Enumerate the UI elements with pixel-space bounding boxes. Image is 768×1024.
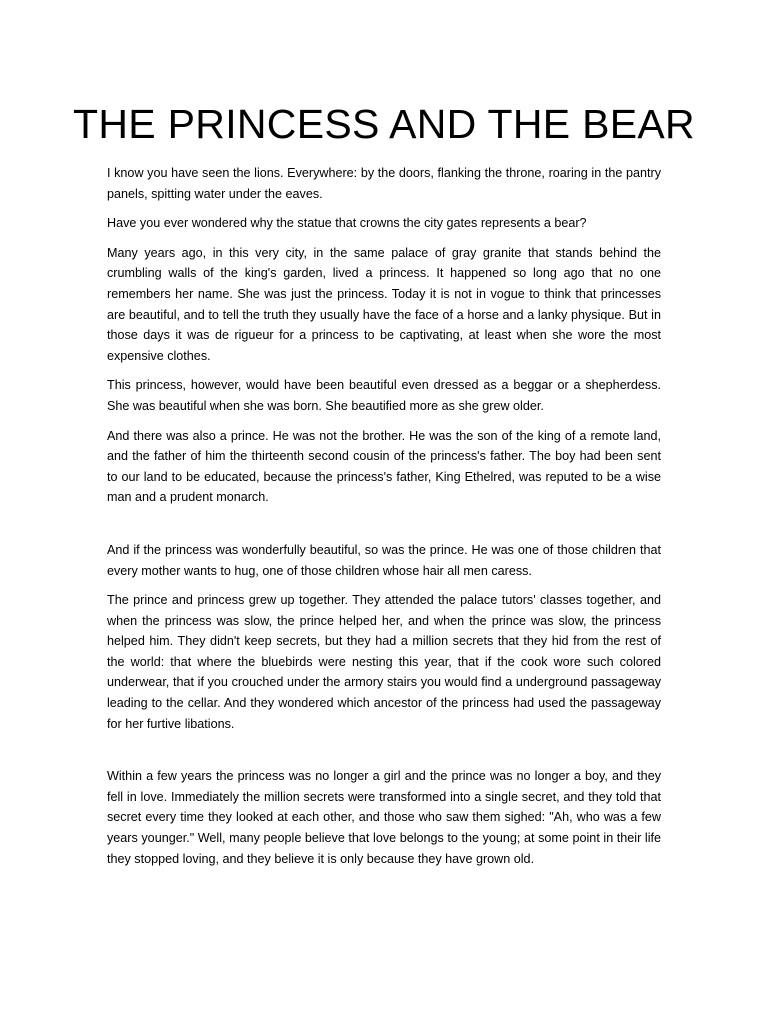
paragraph-4: This princess, however, would have been beautiful even dressed as a beggar or a shepherdess. She was beautiful when she was born. She beautified more as she grew older. xyxy=(107,378,661,413)
document-title: THE PRINCESS AND THE BEAR xyxy=(73,101,695,147)
paragraph-1: I know you have seen the lions. Everywhere: by the doors, flanking the throne, roaring in the pantry panels, spitting water under the eaves. xyxy=(107,166,661,201)
paragraph-3: Many years ago, in this very city, in the same palace of gray granite that stands behind the crumbling walls of the king's garden, lived a princess. It happened so long ago that no one remembers her name. She was just the princess. Today it is not in vogue to think that princesses are beautiful, and to tell the truth they usually have the face of a horse and a lanky physique. But in those days it was de rigueur for a princess to be captivating, at least when she wore the most expensive clothes. xyxy=(107,245,661,363)
paragraph-6: And if the princess was wonderfully beautiful, so was the prince. He was one of those children that every mother wants to hug, one of those children whose hair all men caress. xyxy=(107,542,661,578)
document-body xyxy=(107,163,661,878)
paragraph-7: The prince and princess grew up together. They attended the palace tutors' classes together, and when the princess was slow, the prince helped her, and when the prince was slow, the princess helped him. They didn't keep secrets, but they had a million secrets that they hid from the rest of the world: that where the bluebirds were nesting this year, that if the cook wore such colored underwear, that if you crouched under the armory stairs you would find a underground passageway leading to the cellar. And they wondered which ancestor of the princess had used the passageway for her furtive libations. xyxy=(107,593,661,731)
paragraph-8: Within a few years the princess was no longer a girl and the prince was no longer a boy, and they fell in love. Immediately the million secrets were transformed into a single secret, and they told that secret every time they looked at each other, and those who saw them sighed: "Ah, who was a few years younger." Well, many people believe that love belongs to the young; at some point in their life they stopped loving, and they believe it is only because they have grown old. xyxy=(107,769,661,866)
paragraph-2: Have you ever wondered why the statue that crowns the city gates represents a bear? xyxy=(107,216,587,231)
paragraph-5: And there was also a prince. He was not the brother. He was the son of the king of a remote land, and the father of him the thirteenth second cousin of the princess's father. The boy had been sent to our land to be educated, because the princess's father, King Ethelred, was reputed to be a wise man and a prudent monarch. xyxy=(107,428,661,505)
